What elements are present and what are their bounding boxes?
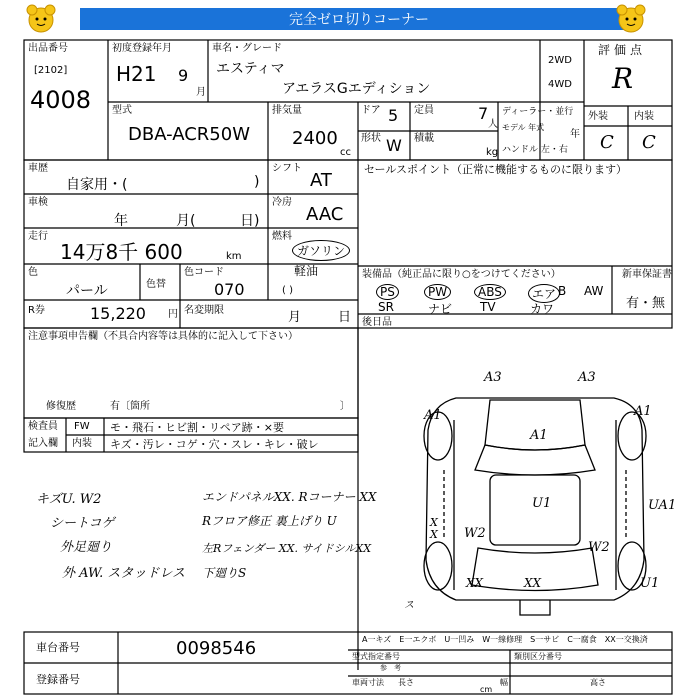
color-change-label: 色替 — [146, 279, 166, 290]
mileage-unit: km — [226, 251, 242, 262]
fuel-gasoline: ガソリン — [292, 240, 350, 261]
ext-label: 外装 — [588, 111, 608, 122]
dealer-line3: ハンドル 左・右 — [502, 145, 568, 155]
model-grade: アエラスGエディション — [282, 81, 431, 97]
width-label: 幅 — [500, 678, 508, 687]
color-label: 色 — [28, 267, 38, 278]
diagram-mark: XX — [524, 576, 542, 590]
diagram-mark: X — [430, 516, 438, 529]
equipment-sr: SR — [378, 300, 394, 314]
shape-value: W — [386, 136, 402, 155]
recycle-unit: 円 — [168, 309, 178, 320]
recycle-label: R券 — [28, 305, 45, 316]
equipment-ps: PS — [376, 284, 399, 300]
height-label: 高さ — [590, 678, 606, 687]
model-name-label: 車名・グレード — [212, 43, 282, 54]
diagram-mark: ス — [404, 600, 414, 611]
displacement-value: 2400 — [292, 128, 338, 149]
mileage-value: 14万8千 600 — [60, 240, 183, 264]
fuel-diesel: 軽油 — [294, 264, 319, 278]
equipment-tv: TV — [480, 300, 496, 314]
diagram-mark: A1 — [530, 428, 548, 443]
history-value: 自家用・( — [66, 177, 128, 193]
note-line: シートコゲ — [50, 516, 115, 531]
diagram-mark: W2 — [588, 540, 610, 555]
recycle-value: 15,220 — [90, 304, 146, 323]
grade-label: 評価点 — [598, 43, 647, 57]
first-reg-era: H21 — [116, 62, 157, 86]
dims-label: 車両寸法 — [352, 678, 384, 687]
aircon-value: AAC — [306, 204, 344, 225]
notes-label: 注意事項申告欄（不具合内容等は具体的に記入して下さい） — [28, 331, 298, 342]
dealer-line2: モデル 年式 — [502, 123, 545, 132]
diagram-mark: A3 — [578, 370, 596, 385]
repair-close: 〕 — [340, 401, 350, 412]
first-reg-month: 9 — [178, 66, 189, 85]
ref-label: 参 考 — [380, 664, 401, 672]
note-line: キズU. W2 — [36, 492, 102, 507]
dealer-year-unit: 年 — [570, 129, 580, 140]
capacity-unit: 人 — [488, 119, 498, 130]
displacement-label: 排気量 — [272, 105, 302, 116]
length-label: 長さ — [398, 678, 414, 687]
sales-point-label: セールスポイント（正常に機能するものに限ります） — [364, 163, 628, 176]
equipment-aw: AW — [584, 284, 604, 298]
equipment-pw: PW — [424, 284, 451, 300]
diagram-mark: UA1 — [648, 498, 677, 513]
diagram-mark: XX — [466, 576, 484, 590]
color-code-label: 色コード — [184, 267, 224, 278]
note-line: Rフロア修正 裏上げり U — [202, 514, 337, 528]
load-unit: kg — [486, 147, 499, 158]
fw-label: FW — [74, 421, 90, 432]
diagram-mark: A1 — [634, 404, 652, 419]
tax-label: 名変期限 — [184, 305, 224, 316]
diagram-mark: A1 — [424, 408, 442, 423]
color-code-value: 070 — [214, 280, 245, 299]
model-name: エスティマ — [216, 61, 285, 77]
equipment-air: エア — [528, 284, 560, 303]
model-code-label: 型式 — [112, 105, 132, 116]
model-id-label: 型式指定番号 — [352, 652, 400, 661]
note-line: 外 AW. スタッドレス — [62, 566, 185, 581]
fuel-other: ( ) — [282, 285, 293, 296]
chassis-label: 車台番号 — [36, 641, 80, 654]
diagram-mark: U1 — [532, 496, 552, 511]
fuel-label: 燃料 — [272, 231, 292, 242]
doors-label: ドア — [361, 105, 381, 116]
first-reg-label: 初度登録年月 — [112, 43, 172, 54]
later-label: 後日品 — [362, 317, 392, 328]
shift-value: AT — [310, 170, 332, 191]
first-reg-month-unit: 月 — [196, 87, 206, 98]
doors-value: 5 — [388, 106, 399, 125]
note-line: 下廻りS — [202, 566, 247, 580]
fw-items: モ・飛石・ヒビ割・リペア跡・×要 — [110, 421, 284, 434]
repair-label: 修復歴 — [46, 401, 76, 412]
dealer-line1: ディーラー・並行 — [502, 107, 574, 117]
equipment-b: B — [558, 284, 567, 298]
page-title: 完全ゼロ切りコーナー — [289, 12, 429, 28]
drive-4wd: 4WD — [548, 79, 572, 90]
note-line: 左Rフェンダー XX. サイドシルXX — [202, 542, 372, 555]
inspector-label2: 記入欄 — [28, 438, 58, 449]
drive-2wd: 2WD — [548, 55, 572, 66]
warranty-value: 有・無 — [626, 296, 666, 311]
history-label: 車歴 — [28, 163, 48, 174]
cm-unit: cm — [480, 685, 493, 694]
int-value: C — [642, 132, 656, 153]
load-label: 積載 — [414, 133, 434, 144]
legend-text: A一キズ E一エクボ U一凹み W一線修理 S一サビ C一腐食 XX一交換済 — [362, 635, 648, 644]
color-value: パール — [66, 283, 108, 299]
shape-label: 形状 — [361, 133, 381, 144]
inspection-day: 日) — [240, 213, 260, 229]
equipment-abs: ABS — [474, 284, 506, 300]
int-label-row: 内装 — [72, 438, 92, 449]
mileage-label: 走行 — [28, 231, 48, 242]
grade-value: R — [612, 62, 634, 95]
int-label: 内装 — [634, 111, 654, 122]
lot-label: 出品番号 — [28, 43, 68, 54]
tax-month: 月 — [288, 310, 302, 325]
registration-label: 登録番号 — [36, 673, 80, 686]
inspection-label: 車検 — [28, 197, 48, 208]
model-code-value: DBA-ACR50W — [128, 124, 251, 145]
diagram-mark: X — [430, 528, 438, 541]
warranty-label: 新車保証書 — [622, 269, 672, 280]
note-line: 外足廻り — [60, 540, 113, 555]
ext-value: C — [600, 132, 614, 153]
tax-day: 日 — [338, 310, 352, 325]
capacity-label: 定員 — [414, 105, 434, 116]
displacement-unit: cc — [340, 147, 351, 158]
chassis-value: 0098546 — [176, 638, 257, 659]
lot-sub: [2102] — [34, 65, 68, 76]
inspection-year: 年 — [114, 213, 128, 229]
inspector-label1: 検査員 — [28, 421, 58, 432]
aircon-label: 冷房 — [272, 197, 292, 208]
history-close: ) — [254, 174, 260, 190]
inspection-month: 月( — [176, 213, 196, 229]
repair-value: 有〔箇所 — [110, 401, 150, 412]
class-id-label: 類別区分番号 — [514, 652, 562, 661]
diagram-mark: A3 — [484, 370, 502, 385]
equipment-label: 装備品（純正品に限り○をつけてください） — [362, 269, 561, 280]
diagram-mark: W2 — [464, 526, 486, 541]
shift-label: シフト — [272, 163, 302, 174]
diagram-mark: U1 — [640, 576, 660, 591]
equipment-leather: カワ — [530, 302, 555, 316]
int-items: キズ・汚レ・コゲ・穴・スレ・キレ・破レ — [110, 438, 319, 451]
capacity-value: 7 — [478, 104, 489, 123]
lot-number: 4008 — [30, 86, 92, 114]
equipment-navi: ナビ — [428, 302, 453, 316]
note-line: エンドパネルXX. Rコーナー XX — [202, 490, 377, 504]
